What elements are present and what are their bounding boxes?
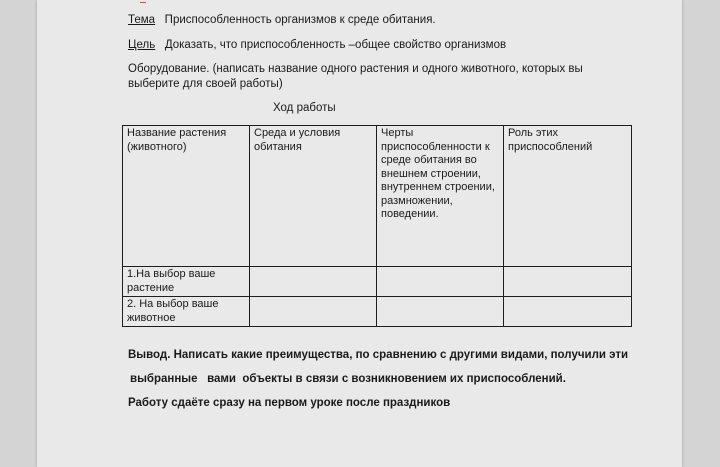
- conclusion-line-2: выбранные вами объекты в связи с возникновением их приспособлений.: [130, 373, 566, 385]
- topic-label: Тема: [128, 14, 156, 26]
- table-header-row: [123, 126, 632, 267]
- goal-text: Доказать, что приспособленность –общее свойство организмов: [164, 39, 507, 51]
- header-cell: Название растения (животного): [123, 126, 250, 267]
- right-background: [682, 0, 720, 467]
- left-background: [0, 0, 37, 467]
- header-cell: Роль этих приспособлений: [504, 126, 632, 267]
- table-cell: [377, 267, 504, 297]
- header-cell: Черты приспособленности к среде обитания во внешнем строении, внутреннем строении, размножении, поведении.: [377, 126, 504, 267]
- work-title: Ход работы: [273, 102, 336, 114]
- equipment-line-1: Оборудование. (написать название одного растения и одного животного, которых вы: [128, 63, 583, 75]
- conclusion-line-1: Вывод. Написать какие преимущества, по сравнению с другими видами, получили эти: [128, 349, 629, 361]
- table-cell: [250, 297, 377, 327]
- goal-line: [128, 38, 506, 52]
- equipment-line-2: выберите для своей работы): [128, 78, 283, 90]
- table-cell: [377, 297, 504, 327]
- topic-line: [128, 13, 436, 27]
- topic-text: Приспособленность организмов к среде обитания.: [164, 14, 436, 26]
- cut-off-mark: [140, 0, 146, 3]
- table-cell: 2. На выбор ваше животное: [123, 297, 250, 327]
- deadline-line: Работу сдаёте сразу на первом уроке после праздников: [128, 397, 451, 409]
- table-cell: 1.На выбор ваше растение: [123, 267, 250, 297]
- table-row: [123, 297, 632, 327]
- header-cell: Среда и условия обитания: [250, 126, 377, 267]
- table-row: [123, 267, 632, 297]
- table-cell: [504, 297, 632, 327]
- table-cell: [504, 267, 632, 297]
- work-table: [122, 125, 632, 327]
- goal-label: Цель: [128, 39, 156, 51]
- table-cell: [250, 267, 377, 297]
